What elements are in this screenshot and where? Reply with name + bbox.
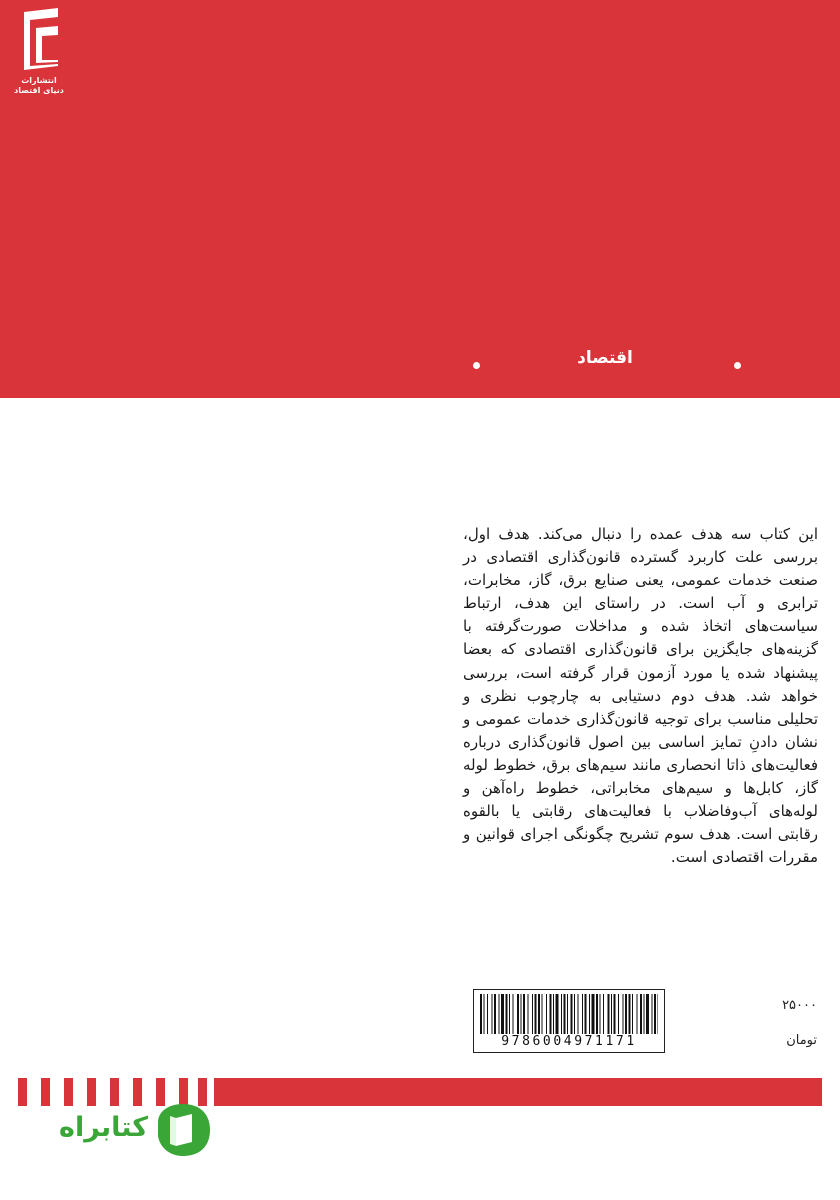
isbn-barcode (473, 989, 665, 1053)
barcode-bar (501, 994, 504, 1034)
barcode-bar (644, 994, 645, 1034)
barcode-bar (632, 994, 633, 1034)
barcode-bar (480, 994, 482, 1034)
barcode-bar (499, 994, 500, 1034)
barcode-bar (654, 994, 656, 1034)
barcode-bar (506, 994, 508, 1034)
barcode-bar (592, 994, 595, 1034)
barcode-bar (523, 994, 525, 1034)
barcode-bar (618, 994, 619, 1034)
publisher-logo (10, 8, 68, 98)
barcode-bar (625, 994, 627, 1034)
back-cover-blurb: این کتاب سه هدف عمده را دنبال می‌کند. هدف اول، بررسی علت کاربرد گسترده قانون‌گذاری اقتصادی در صنعت خدمات عمومی، یعنی صنایع برق، گاز، مخابرات، ترابری و آب است. در راستای این هدف، ارتباط سیاست‌های اتخاذ شده و مداخلات صورت‌گرفته با گزینه‌های جایگزین برای قانون‌گذاری اقتصادی که بعضا پیشنهاد شده یا مورد آزمون قرار گرفته است، بررسی خواهد شد. هدف دوم دستیابی به چارچوب نظری و تحلیلی مناسب برای توجیه قانون‌گذاری خدمات عمومی و نشان دادنِ تمایز اساسی بین اصول قانون‌گذاری درباره فعالیت‌های ذاتا انحصاری مانند سیم‌های برق، خطوط لوله گاز، کابل‌ها و سیم‌های مخابراتی، خطوط راه‌آهن و لوله‌های آب‌وفاضلاب با فعالیت‌های رقابتی یا بالقوه رقابتی است. هدف سوم تشریح چگونگی اجرای قوانین و مقررات اقتصادی است. (463, 525, 818, 867)
red-stripe-1 (18, 1078, 27, 1106)
barcode-bar (652, 994, 653, 1034)
publisher-name: انتشارات دنیای اقتصاد (14, 76, 64, 95)
brand-name: کتابراه (59, 1112, 148, 1143)
book-pages-icon (18, 8, 60, 70)
barcode-bar (646, 994, 649, 1034)
barcode-bar (567, 994, 568, 1034)
barcode-bar (509, 994, 510, 1034)
barcode-bar (546, 994, 547, 1034)
barcode-bar (596, 994, 598, 1034)
barcode-bar (658, 994, 659, 1034)
category-label: اقتصاد (577, 348, 633, 368)
decorative-dot-left (473, 362, 480, 369)
barcode-bar (553, 994, 554, 1034)
red-stripe-bar (214, 1078, 822, 1106)
barcode-bar (603, 994, 604, 1034)
barcode-bars (480, 994, 658, 1034)
barcode-bar (538, 994, 540, 1034)
barcode-bar (640, 994, 642, 1034)
cover-red-band (0, 0, 840, 398)
barcode-bar (574, 994, 575, 1034)
barcode-bar (571, 994, 573, 1034)
barcode-bar (561, 994, 562, 1034)
barcode-bar (542, 994, 543, 1034)
barcode-bar (578, 994, 579, 1034)
barcode-bar (585, 994, 587, 1034)
barcode-bar (550, 994, 552, 1034)
brand-watermark (40, 1098, 215, 1160)
barcode-bar (484, 994, 485, 1034)
barcode-bar (600, 994, 601, 1034)
barcode-bar (614, 994, 616, 1034)
barcode-bar (487, 994, 488, 1034)
green-book-icon (152, 1098, 214, 1160)
barcode-bar (629, 994, 631, 1034)
barcode-bar (623, 994, 624, 1034)
barcode-bar (582, 994, 583, 1034)
barcode-bar (535, 994, 537, 1034)
price-currency: تومان (786, 1033, 817, 1048)
barcode-bar (492, 994, 493, 1034)
barcode-bar (564, 994, 566, 1034)
barcode-bar (521, 994, 522, 1034)
barcode-bar (611, 994, 612, 1034)
barcode-number: 9786004971171 (501, 1034, 637, 1049)
barcode-bar (556, 994, 559, 1034)
barcode-bar (517, 994, 519, 1034)
barcode-bar (494, 994, 496, 1034)
barcode-bar (637, 994, 638, 1034)
barcode-bar (608, 994, 610, 1034)
barcode-bar (513, 994, 514, 1034)
price-value: ۲۵۰۰۰ (782, 998, 817, 1013)
barcode-bar (589, 994, 590, 1034)
decorative-dot-right (734, 362, 741, 369)
barcode-bar (528, 994, 529, 1034)
barcode-bar (532, 994, 533, 1034)
